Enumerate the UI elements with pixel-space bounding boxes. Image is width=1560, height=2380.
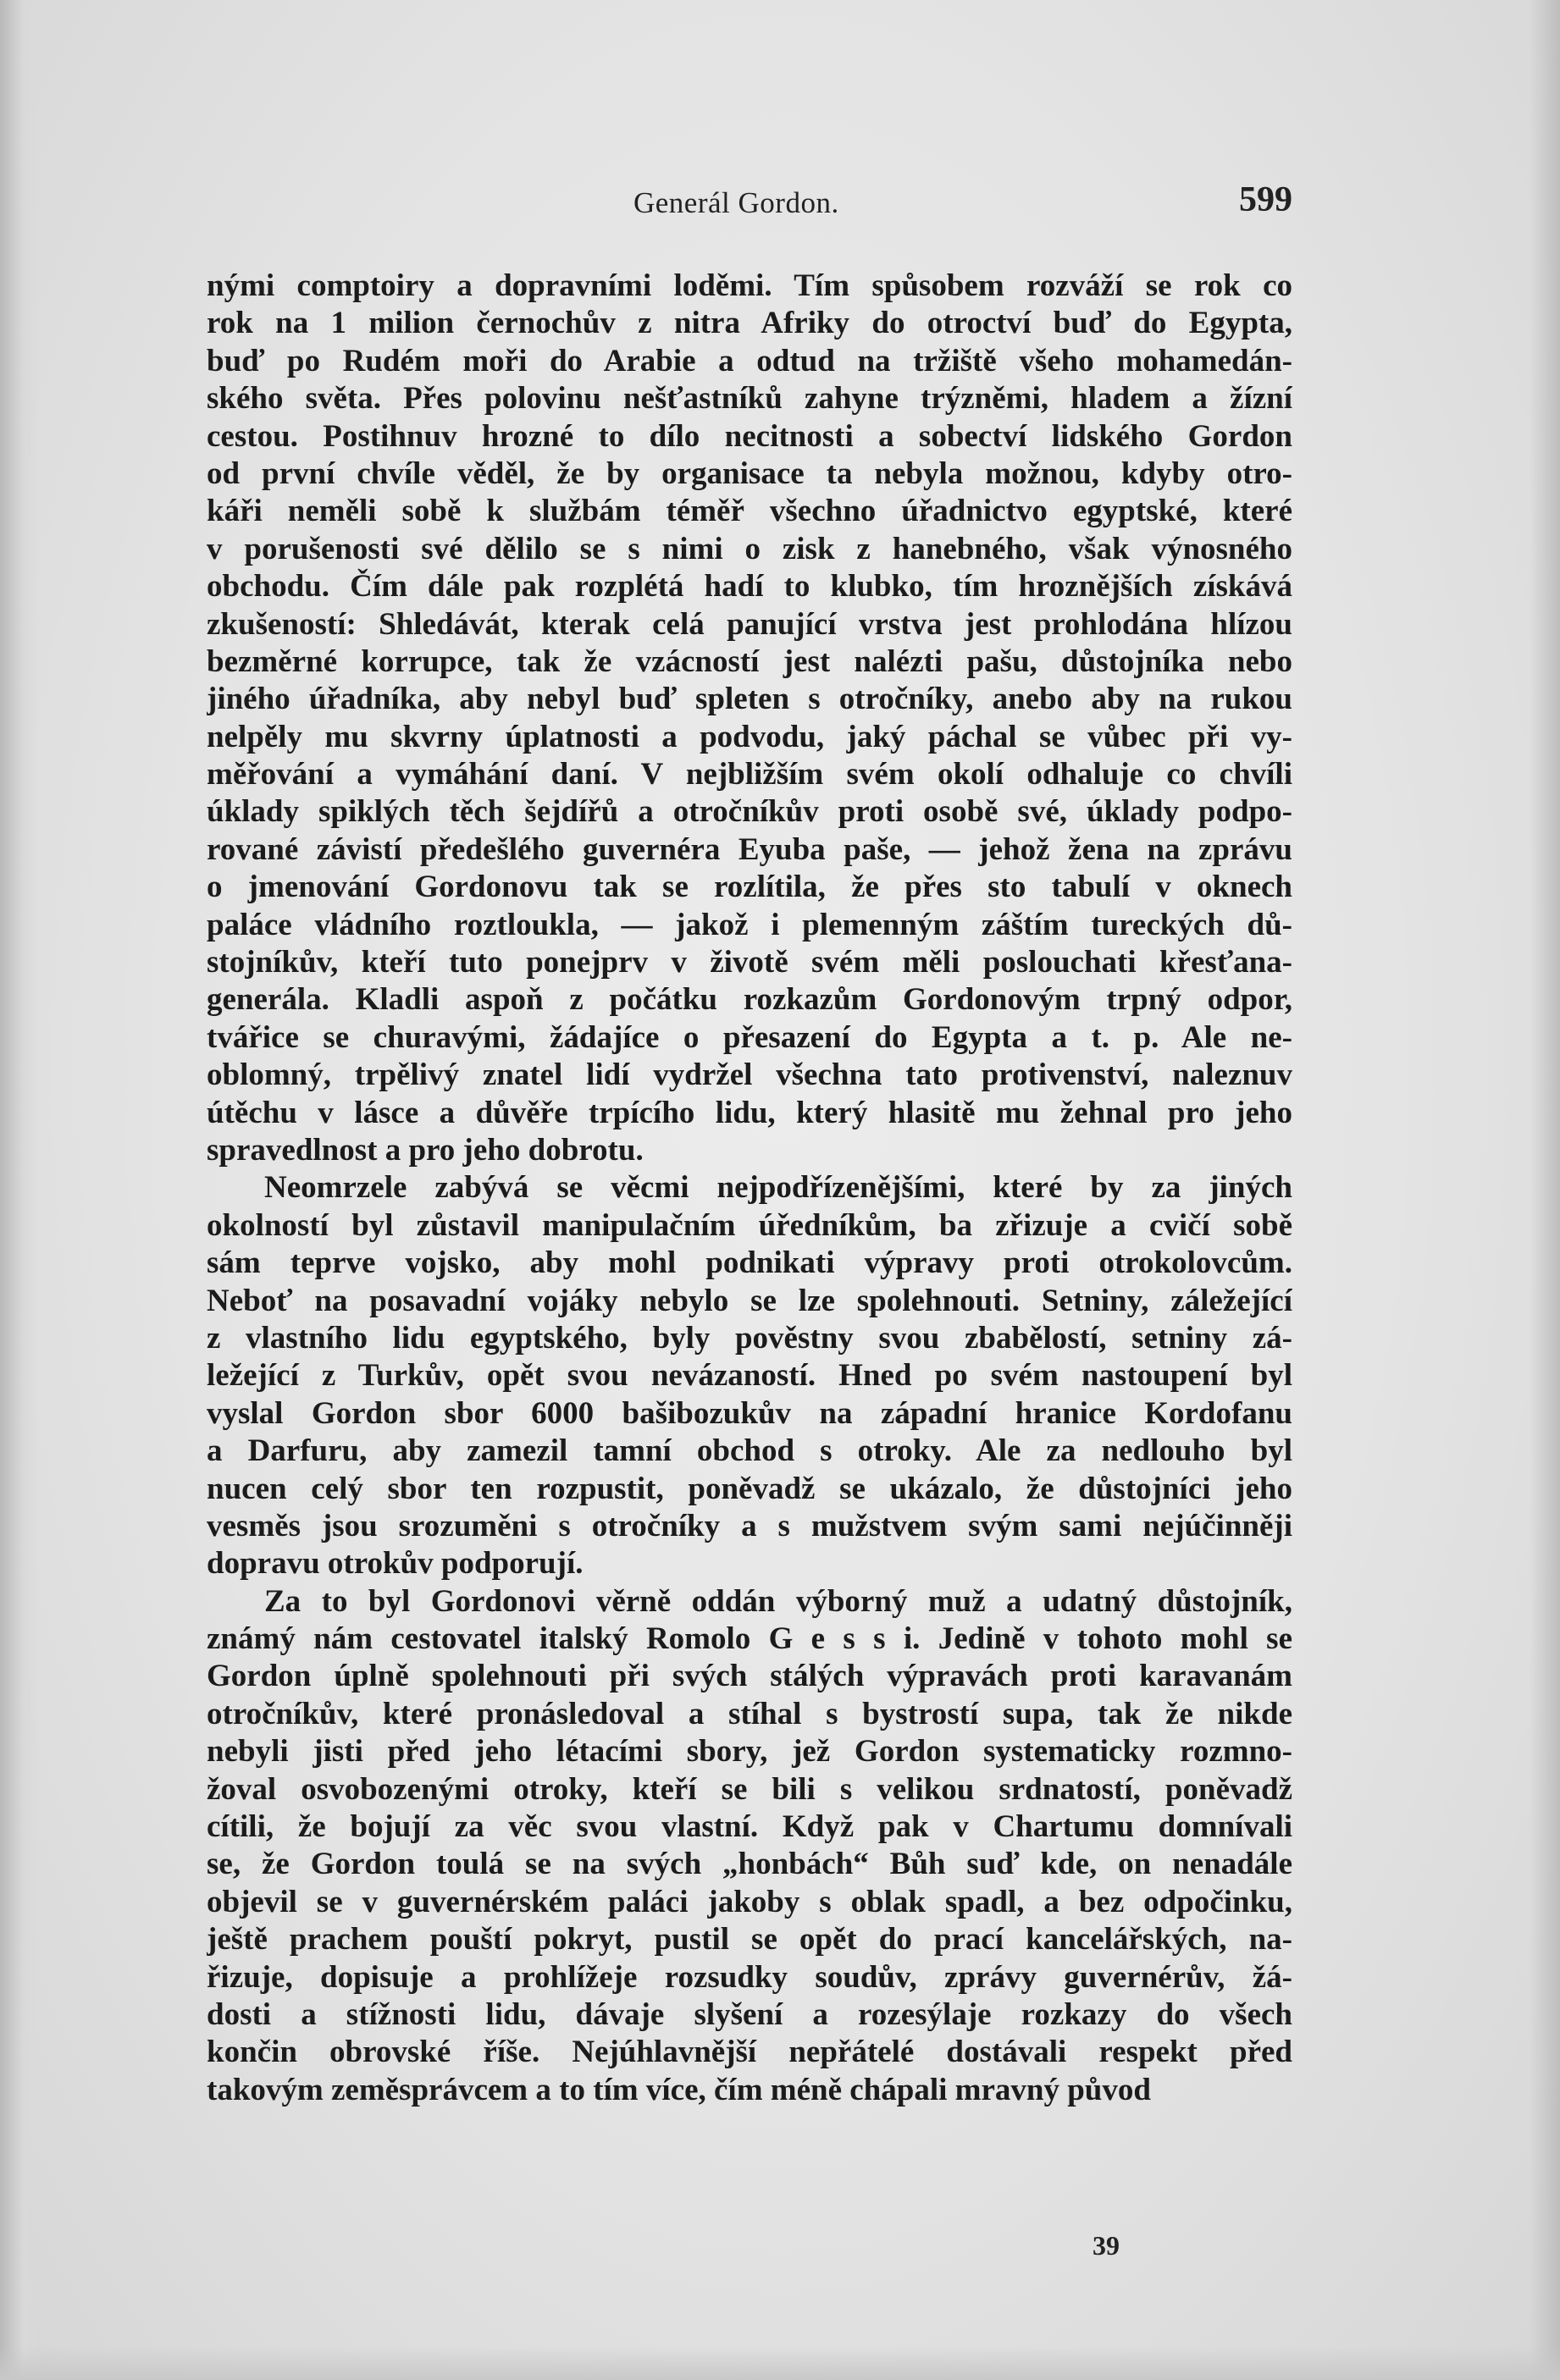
text-line: žoval osvobozenými otroky, kteří se bili s velikou srdnatostí, poněvadž xyxy=(207,1771,1292,1807)
text-line: oblomný, trpělivý znatel lidí vydržel všechna tato protivenství, naleznuv xyxy=(207,1057,1292,1093)
text-line: stojníkův, kteří tuto ponejprv v životě svém měli poslouchati křesťana- xyxy=(207,945,1292,980)
text-line: nebyli jisti před jeho létacími sbory, jež Gordon systematicky rozmno- xyxy=(207,1734,1292,1770)
text-line: buď po Rudém moři do Arabie a odtud na tržiště všeho mohamedán- xyxy=(207,343,1292,378)
page-header xyxy=(210,179,1292,230)
text-line: od první chvíle věděl, že by organisace ta nebyla možnou, kdyby otro- xyxy=(207,456,1292,491)
text-line: měřování a vymáhání daní. V nejbližším svém okolí odhaluje co chvíli xyxy=(207,757,1292,792)
text-line: generála. Kladli aspoň z počátku rozkazům Gordonovým trpný odpor, xyxy=(207,982,1292,1018)
text-line: obchodu. Čím dále pak rozplétá hadí to klubko, tím hroznějších získává xyxy=(207,569,1292,605)
text-line: káři neměli sobě k službám téměř všechno úřadnictvo egyptské, které xyxy=(207,494,1292,529)
body-text xyxy=(207,268,1292,2109)
text-line: objevil se v guvernérském paláci jakoby s oblak spadl, a bez odpočinku, xyxy=(207,1884,1292,1919)
text-line: sám teprve vojsko, aby mohl podnikati výpravy proti otrokolovcům. xyxy=(207,1245,1292,1281)
text-line: dopravu otrokův podporují. xyxy=(207,1546,584,1582)
text-line: rok na 1 milion černochův z nitra Afriky do otroctví buď do Egypta, xyxy=(207,306,1292,341)
text-line: řizuje, dopisuje a prohlížeje rozsudky soudův, zprávy guvernérův, žá- xyxy=(207,1959,1292,1995)
page-edge-shadow-bottom xyxy=(0,2346,1560,2380)
text-line: ského světa. Přes polovinu nešťastníků zahyne trýzněmi, hladem a žízní xyxy=(207,381,1292,417)
text-line: ještě prachem pouští pokryt, pustil se opět do prací kancelářských, na- xyxy=(207,1922,1292,1958)
text-line: Za to byl Gordonovi věrně oddán výborný muž a udatný důstojník, xyxy=(264,1583,1292,1619)
text-line: tvářice se churavými, žádajíce o přesazení do Egypta a t. p. Ale ne- xyxy=(207,1019,1292,1055)
text-line: zkušeností: Shledávát, kterak celá panující vrstva jest prohlodána hlízou xyxy=(207,606,1292,642)
text-line: bezměrné korrupce, tak že vzácností jest nalézti pašu, důstojníka nebo xyxy=(207,643,1292,679)
text-line: cestou. Postihnuv hrozné to dílo necitnosti a sobectví lidského Gordon xyxy=(207,418,1292,454)
text-line: spravedlnost a pro jeho dobrotu. xyxy=(207,1132,644,1168)
text-line: vyslal Gordon sbor 6000 bašibozukův na západní hranice Kordofanu xyxy=(207,1395,1292,1431)
text-line: okolností byl zůstavil manipulačním úředníkům, ba zřizuje a cvičí sobě xyxy=(207,1207,1292,1243)
text-line: nucen celý sbor ten rozpustit, poněvadž se ukázalo, že důstojníci jeho xyxy=(207,1471,1292,1506)
text-line: cítili, že bojují za věc svou vlastní. Když pak v Chartumu domnívali xyxy=(207,1809,1292,1845)
text-line: Neboť na posavadní vojáky nebylo se lze spolehnouti. Setniny, záležející xyxy=(207,1283,1292,1318)
text-line: nelpěly mu skvrny úplatnosti a podvodu, jaký páchal se vůbec při vy- xyxy=(207,719,1292,754)
text-line: ležející z Turkův, opět svou nevázaností. Hned po svém nastoupení byl xyxy=(207,1358,1292,1394)
text-line: vesměs jsou srozuměni s otročníky a s mužstvem svým sami nejúčinněji xyxy=(207,1508,1292,1543)
text-line: o jmenování Gordonovu tak se rozlítila, že přes sto tabulí v oknech xyxy=(207,870,1292,905)
text-line: paláce vládního roztloukla, — jakož i plemenným záštím tureckých dů- xyxy=(207,907,1292,942)
text-line: Gordon úplně spolehnouti při svých stálých výpravách proti karavanám xyxy=(207,1659,1292,1694)
text-line: Neomrzele zabývá se věcmi nejpodřízenějšími, které by za jiných xyxy=(264,1170,1292,1206)
text-line: známý nám cestovatel italský Romolo G e s s i. Jedině v tohoto mohl se xyxy=(207,1621,1292,1657)
text-line: útěchu v lásce a důvěře trpícího lidu, který hlasitě mu žehnal pro jeho xyxy=(207,1095,1292,1130)
printer-signature-mark: 39 xyxy=(1093,2230,1120,2261)
text-line: končin obrovské říše. Nejúhlavnější nepřátelé dostávali respekt před xyxy=(207,2035,1292,2070)
page-edge-shadow-left xyxy=(0,0,39,2380)
text-line: a Darfuru, aby zamezil tamní obchod s otroky. Ale za nedlouho byl xyxy=(207,1433,1292,1469)
text-line: takovým zeměsprávcem a to tím více, čím méně chápali mravný původ xyxy=(207,2072,1151,2107)
running-title: Generál Gordon. xyxy=(633,186,839,219)
text-line: dosti a stížnosti lidu, dávaje slyšení a rozesýlaje rozkazy do všech xyxy=(207,1996,1292,2032)
page-edge-shadow-right xyxy=(1530,0,1560,2380)
text-line: se, že Gordon toulá se na svých „honbách“ Bůh suď kde, on nenadále xyxy=(207,1847,1292,1882)
text-line: jiného úřadníka, aby nebyl buď spleten s otročníky, anebo aby na rukou xyxy=(207,682,1292,717)
page-number: 599 xyxy=(1239,180,1292,219)
text-line: rované závistí předešlého guvernéra Eyuba paše, — jehož žena na zprávu xyxy=(207,831,1292,867)
text-line: úklady spiklých těch šejdířů a otročníkův proti osobě své, úklady podpo- xyxy=(207,794,1292,830)
text-line: nými comptoiry a dopravními loděmi. Tím spůsobem rozváží se rok co xyxy=(207,268,1292,303)
text-line: v porušenosti své dělilo se s nimi o zisk z hanebného, však výnosného xyxy=(207,531,1292,566)
text-line: otročníkův, které pronásledoval a stíhal s bystrostí supa, tak že nikde xyxy=(207,1696,1292,1731)
text-line: z vlastního lidu egyptského, byly pověstny svou zbabělostí, setniny zá- xyxy=(207,1320,1292,1356)
